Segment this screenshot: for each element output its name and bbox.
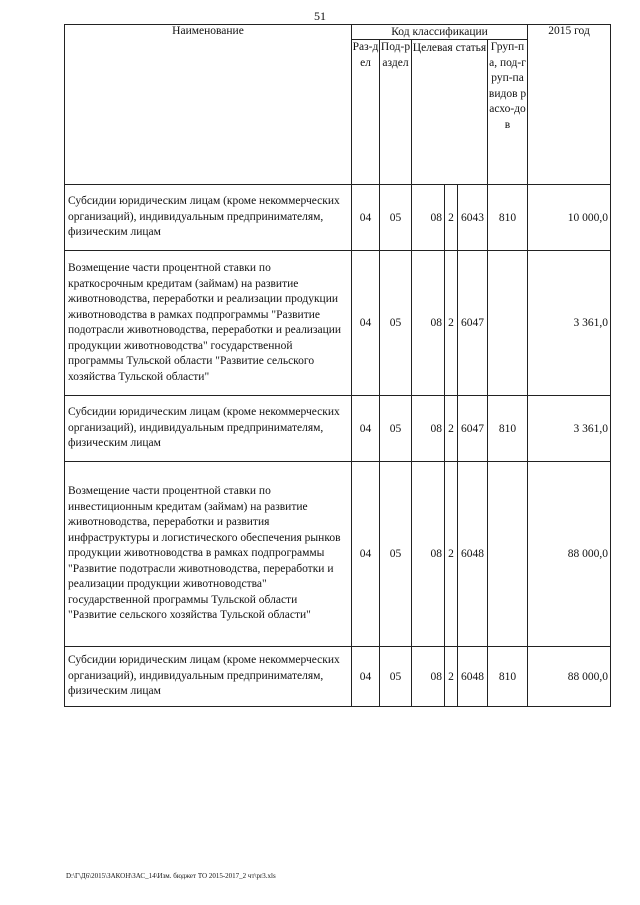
row-razdel: 04 — [352, 462, 380, 647]
page-number: 51 — [314, 9, 326, 23]
header-year: 2015 год — [528, 25, 611, 185]
row-podrazdel: 05 — [380, 647, 412, 707]
row-cs-code: 6047 — [458, 396, 488, 462]
file-path-footer: D:\Г\Д6\2015\ЗАКОН\ЗАС_14\Изм. бюджет ТО 2015-2017_2 чт\pr3.xls — [66, 872, 276, 880]
row-vid: 810 — [488, 396, 528, 462]
row-razdel: 04 — [352, 647, 380, 707]
row-cs-subprogram: 2 — [445, 462, 458, 647]
row-cs-code: 6047 — [458, 251, 488, 396]
row-cs-program: 08 — [412, 462, 445, 647]
row-cs-subprogram: 2 — [445, 396, 458, 462]
row-amount: 3 361,0 — [528, 396, 611, 462]
row-name: Субсидии юридическим лицам (кроме некоммерческих организаций), индивидуальным предпринимателям, физическим лицам — [65, 185, 352, 251]
row-podrazdel: 05 — [380, 251, 412, 396]
header-classification: Код классификации — [352, 25, 528, 40]
header-name: Наименование — [65, 25, 352, 185]
table-row — [65, 647, 611, 707]
row-cs-subprogram: 2 — [445, 647, 458, 707]
header-razdel: Раз-дел — [352, 40, 380, 185]
budget-table — [64, 24, 611, 707]
header-podrazdel: Под-раздел — [380, 40, 412, 185]
row-cs-program: 08 — [412, 396, 445, 462]
row-amount: 10 000,0 — [528, 185, 611, 251]
row-razdel: 04 — [352, 185, 380, 251]
row-razdel: 04 — [352, 251, 380, 396]
row-name: Возмещение части процентной ставки по краткосрочным кредитам (займам) на развитие животноводства, переработки и реализации продукции животноводства в рамках подпрограммы "Развитие подотрасли животноводства, переработки и реализации продукции животноводства" государственной программы Тульской области "Развитие сельского хозяйства Тульской области" — [65, 251, 352, 396]
header-celevaya: Целевая статья — [412, 40, 488, 185]
row-cs-subprogram: 2 — [445, 185, 458, 251]
table-row — [65, 185, 611, 251]
row-name: Субсидии юридическим лицам (кроме некоммерческих организаций), индивидуальным предпринимателям, физическим лицам — [65, 647, 352, 707]
row-cs-code: 6048 — [458, 462, 488, 647]
row-cs-code: 6043 — [458, 185, 488, 251]
row-cs-subprogram: 2 — [445, 251, 458, 396]
row-razdel: 04 — [352, 396, 380, 462]
row-podrazdel: 05 — [380, 396, 412, 462]
table-row — [65, 396, 611, 462]
row-vid — [488, 462, 528, 647]
table-row — [65, 251, 611, 396]
row-name: Возмещение части процентной ставки по инвестиционным кредитам (займам) на развитие животноводства, переработки и развития инфраструктуры и логистического обеспечения рынков продукции животноводства в рамках подпрограммы "Развитие подотрасли животноводства, переработки и реализации продукции животноводства" государственной программы Тульской области "Развитие сельского хозяйства Тульской области" — [65, 462, 352, 647]
row-cs-program: 08 — [412, 251, 445, 396]
table-row — [65, 462, 611, 647]
row-amount: 88 000,0 — [528, 647, 611, 707]
row-cs-program: 08 — [412, 647, 445, 707]
row-amount: 3 361,0 — [528, 251, 611, 396]
row-amount: 88 000,0 — [528, 462, 611, 647]
row-podrazdel: 05 — [380, 462, 412, 647]
row-vid: 810 — [488, 185, 528, 251]
row-name: Субсидии юридическим лицам (кроме некоммерческих организаций), индивидуальным предпринимателям, физическим лицам — [65, 396, 352, 462]
row-cs-program: 08 — [412, 185, 445, 251]
row-cs-code: 6048 — [458, 647, 488, 707]
header-gruppa: Груп-па, под-груп-па видов расхо-дов — [488, 40, 528, 185]
row-vid: 810 — [488, 647, 528, 707]
row-vid — [488, 251, 528, 396]
row-podrazdel: 05 — [380, 185, 412, 251]
